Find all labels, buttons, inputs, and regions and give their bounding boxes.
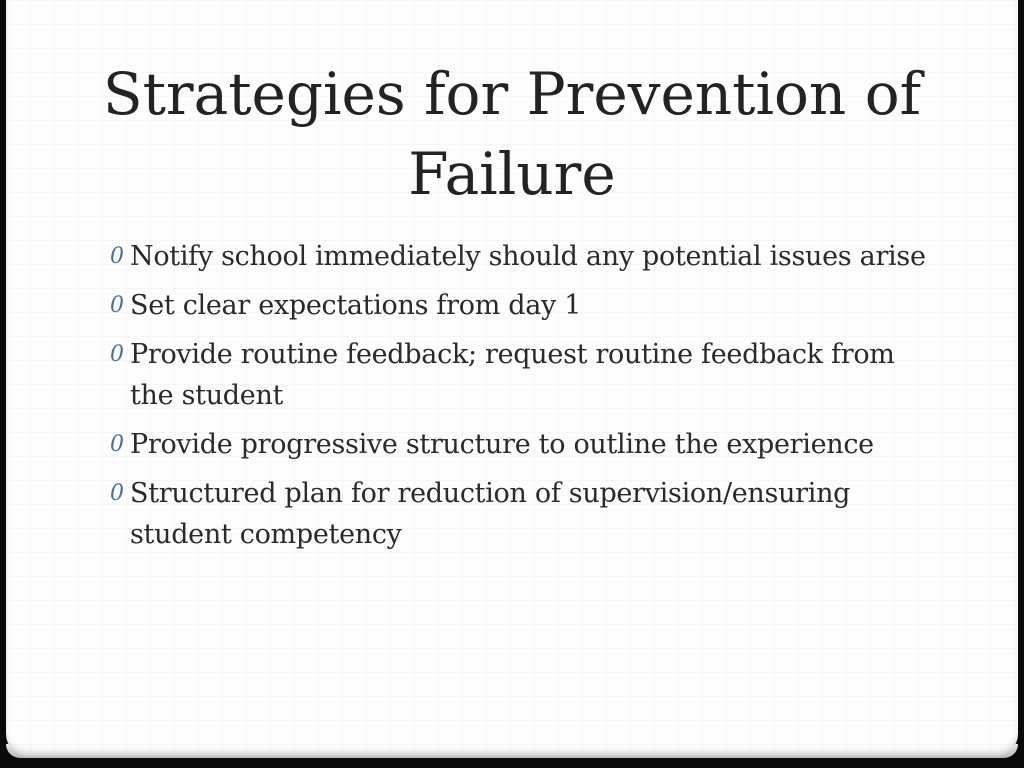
bullet-text: Provide progressive structure to outline the experience (130, 429, 874, 460)
bullet-text: Set clear expectations from day 1 (130, 290, 582, 321)
slide (6, 0, 1018, 756)
slide-title: Strategies for Prevention of Failure (102, 60, 922, 208)
bullet-marker-icon: 0 (110, 244, 124, 269)
bullet-item (102, 473, 932, 555)
bullet-item (102, 334, 932, 416)
bullet-text: Provide routine feedback; request routine feedback from the student (130, 339, 895, 411)
bullet-text: Structured plan for reduction of supervision/ensuring student competency (130, 478, 851, 550)
bullet-item (102, 424, 932, 465)
bullet-marker-icon: 0 (110, 481, 124, 506)
bullet-text: Notify school immediately should any potential issues arise (130, 241, 926, 272)
bullet-marker-icon: 0 (110, 293, 124, 318)
bullet-marker-icon: 0 (110, 342, 124, 367)
bullet-item (102, 285, 932, 326)
bullet-item (102, 236, 932, 277)
bullet-list (102, 236, 932, 563)
bullet-marker-icon: 0 (110, 432, 124, 457)
